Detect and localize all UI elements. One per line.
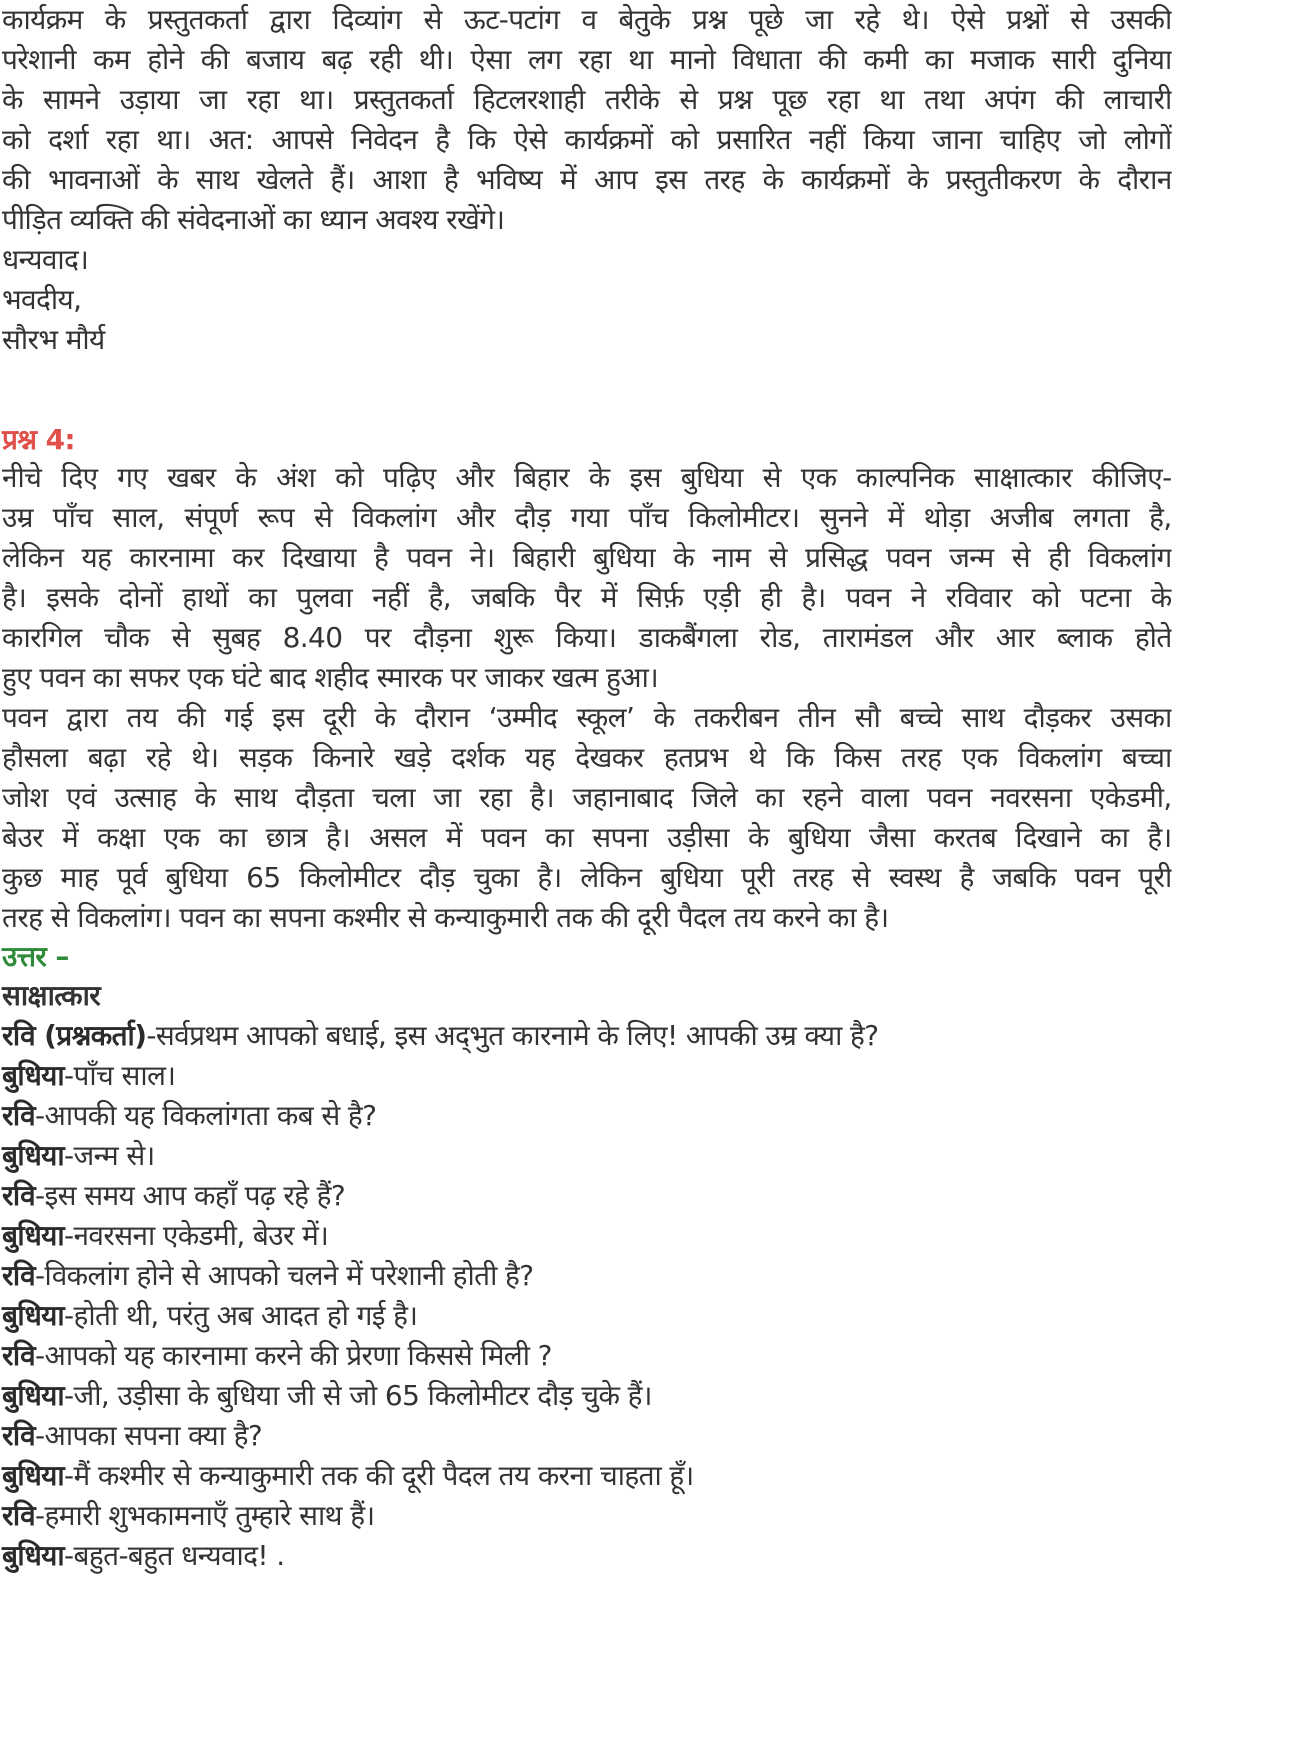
dialogue-line [2,1416,1172,1456]
answer-heading [2,938,1172,976]
speaker-label: बुधिया [2,1059,65,1092]
answer-heading-dash: – [46,940,69,973]
dialogue-line [2,1176,1172,1216]
speaker-label: बुधिया [2,1459,65,1492]
dialogue-line [2,1056,1172,1096]
speaker-label: रवि [2,1419,36,1452]
document-page [2,0,1174,1576]
news-excerpt-line: लेकिन यह कारनामा कर दिखाया है पवन ने। बिहारी बुधिया के नाम से प्रसिद्ध पवन जन्म से ही विकलांग [2,541,1172,574]
dialogue-text: -हमारी शुभकामनाएँ तुम्हारे साथ हैं। [35,1499,375,1532]
news-excerpt-line: हुए पवन का सफर एक घंटे बाद शहीद स्मारक पर जाकर खत्म हुआ। [2,661,659,694]
speaker-label: रवि [2,1099,36,1132]
dialogue-text: -होती थी, परंतु अब आदत हो गई है। [64,1299,418,1332]
dialogue-text: -जन्म से। [64,1139,155,1172]
speaker-label: रवि [2,1259,36,1292]
news-excerpt-line: उम्र पाँच साल, संपूर्ण रूप से विकलांग और दौड़ गया पाँच किलोमीटर। सुनने में थोड़ा अजीब लगता है, [2,501,1172,534]
letter-line: के सामने उड़ाया जा रहा था। प्रस्तुतकर्ता हिटलरशाही तरीके से प्रश्न पूछ रहा था तथा अपंग की लाचारी [2,83,1172,116]
question-prompt-line: नीचे दिए गए खबर के अंश को पढ़िए और बिहार के इस बुधिया से एक काल्पनिक साक्षात्कार कीजिए- [2,461,1172,494]
interview-title: साक्षात्कार [2,979,101,1012]
letter-line: कार्यक्रम के प्रस्तुतकर्ता द्वारा दिव्यांग से ऊट-पटांग व बेतुके प्रश्न पूछे जा रहे थे। ऐसे प्रश्नों से उसकी [2,3,1172,36]
speaker-label: रवि [2,1179,36,1212]
news-excerpt-line: तरह से विकलांग। पवन का सपना कश्मीर से कन्याकुमारी तक की दूरी पैदल तय करने का है। [2,901,889,934]
news-excerpt-line: जोश एवं उत्साह के साथ दौड़ता चला जा रहा है। जहानाबाद जिले का रहने वाला पवन नवरसना एकेडमी, [2,781,1172,814]
dialogue-text: -आपको यह कारनामा करने की प्रेरणा किससे मिली ? [35,1339,552,1372]
dialogue-line [2,1376,1172,1416]
news-excerpt-line: पवन द्वारा तय की गई इस दूरी के दौरान ‘उम्मीद स्कूल’ के तकरीबन तीन सौ बच्चे साथ दौड़कर उसका [2,701,1172,734]
letter-line: पीड़ित व्यक्ति की संवेदनाओं का ध्यान अवश्य रखेंगे। [2,203,505,236]
dialogue-text: -विकलांग होने से आपको चलने में परेशानी होती है? [35,1259,534,1292]
dialogue-text: -पाँच साल। [64,1059,176,1092]
letter-line: को दर्शा रहा था। अत: आपसे निवेदन है कि ऐसे कार्यक्रमों को प्रसारित नहीं किया जाना चाहिए जो लोगों [2,123,1172,156]
answer-heading-label: उत्तर [2,940,47,973]
dialogue-text: -नवरसना एकेडमी, बेउर में। [64,1219,329,1252]
speaker-label: बुधिया [2,1139,65,1172]
letter-line: की भावनाओं के साथ खेलते हैं। आशा है भविष्य में आप इस तरह के कार्यक्रमों के प्रस्तुतीकरण के दौरान [2,163,1172,196]
speaker-label: रवि (प्रश्नकर्ता) [2,1019,147,1052]
dialogue-line [2,1216,1172,1256]
news-excerpt-line: कारगिल चौक से सुबह 8.40 पर दौड़ना शुरू किया। डाकबैंगला रोड, तारामंडल और आर ब्लाक होते [2,621,1172,654]
dialogue-line [2,1136,1172,1176]
section-spacer [2,360,1174,422]
letter-line: परेशानी कम होने की बजाय बढ़ रही थी। ऐसा लग रहा था मानो विधाता की कमी का मजाक सारी दुनिया [2,43,1172,76]
speaker-label: रवि [2,1499,36,1532]
dialogue-text: -सर्वप्रथम आपको बधाई, इस अद्‌भुत कारनामे के लिए! आपकी उम्र क्या है? [146,1019,879,1052]
letter-signature: सौरभ मौर्य [2,323,105,356]
dialogue-text: -इस समय आप कहाँ पढ़ रहे हैं? [35,1179,346,1212]
question-heading: प्रश्न 4: [2,423,76,456]
dialogue-line [2,1296,1172,1336]
answer-section [2,938,1174,1576]
dialogue-text: -जी, उड़ीसा के बुधिया जी से जो 65 किलोमीटर दौड़ चुके हैं। [64,1379,652,1412]
news-excerpt-line: कुछ माह पूर्व बुधिया 65 किलोमीटर दौड़ चुका है। लेकिन बुधिया पूरी तरह से स्वस्थ है जबकि पवन पूरी [2,861,1172,894]
dialogue-text: -मैं कश्मीर से कन्याकुमारी तक की दूरी पैदल तय करना चाहता हूँ। [64,1459,694,1492]
dialogue-line [2,1536,1172,1576]
dialogue-text: -आपकी यह विकलांगता कब से है? [35,1099,377,1132]
dialogue-line [2,1456,1172,1496]
dialogue-line [2,1496,1172,1536]
speaker-label: बुधिया [2,1299,65,1332]
speaker-label: बुधिया [2,1379,65,1412]
dialogue-text: -आपका सपना क्या है? [35,1419,263,1452]
speaker-label: रवि [2,1339,36,1372]
dialogue-text: -बहुत-बहुत धन्यवाद! . [64,1539,285,1572]
question-section [2,422,1174,938]
dialogue-line [2,1336,1172,1376]
speaker-label: बुधिया [2,1539,65,1572]
letter-closing: धन्यवाद। [2,243,89,276]
letter-body [2,0,1174,360]
news-excerpt-line: बेउर में कक्षा एक का छात्र है। असल में पवन का सपना उड़ीसा के बुधिया जैसा करतब दिखाने का है। [2,821,1172,854]
dialogue-line [2,1096,1172,1136]
speaker-label: बुधिया [2,1219,65,1252]
dialogue-line [2,1016,1172,1056]
dialogue-line [2,1256,1172,1296]
news-excerpt-line: है। इसके दोनों हाथों का पुलवा नहीं है, जबकि पैर में सिर्फ़ एड़ी ही है। पवन ने रविवार को पटना के [2,581,1172,614]
news-excerpt-line: हौसला बढ़ा रहे थे। सड़क किनारे खड़े दर्शक यह देखकर हतप्रभ थे कि किस तरह एक विकलांग बच्चा [2,741,1172,774]
letter-salutation: भवदीय, [2,283,82,316]
